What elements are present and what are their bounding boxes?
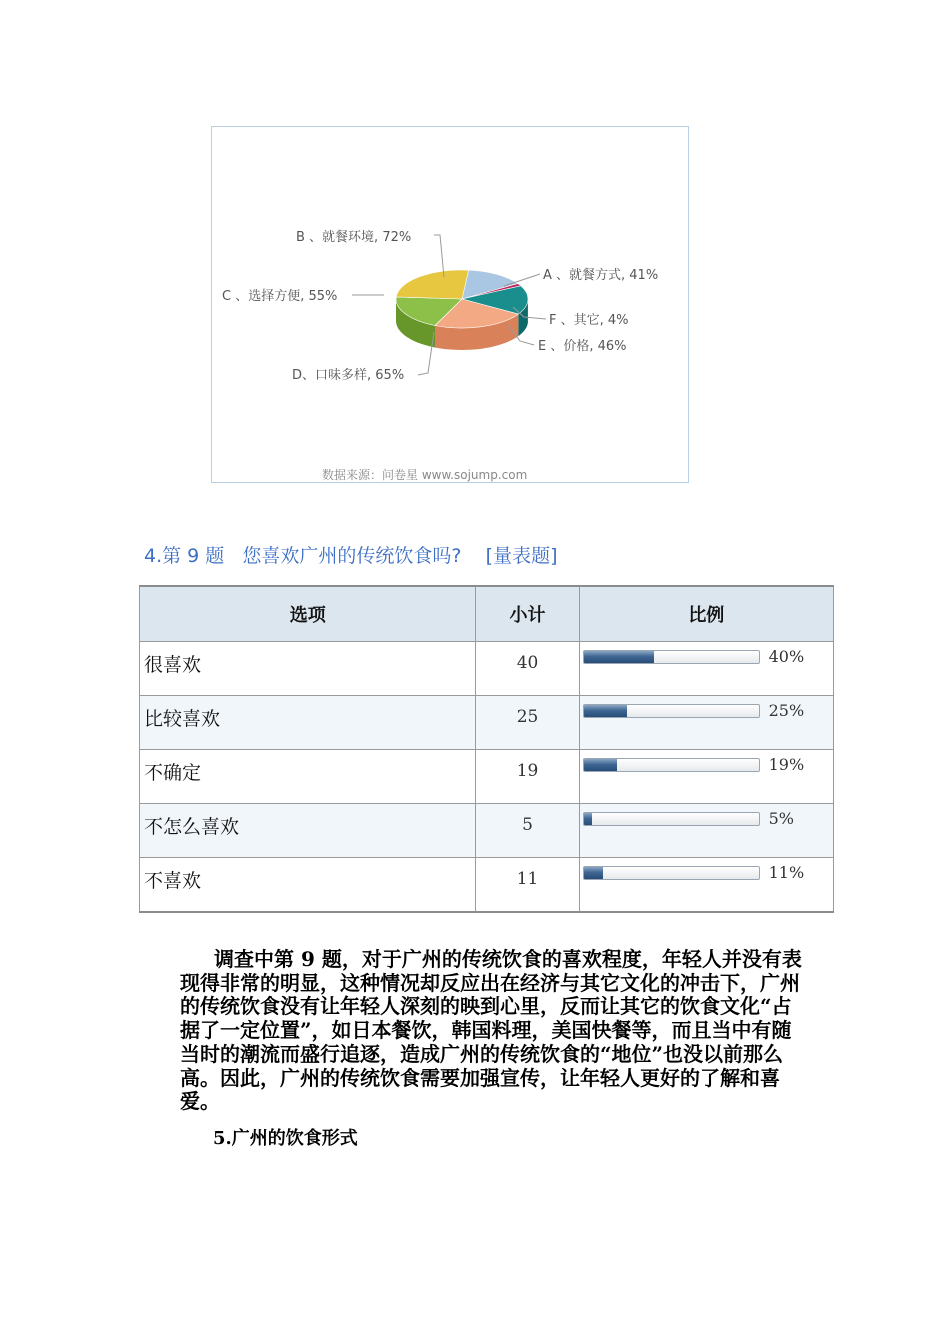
pie-chart-panel	[211, 126, 689, 483]
row-percent: 11%	[768, 863, 805, 882]
table-row	[140, 642, 834, 696]
progress-bar	[583, 704, 760, 718]
progress-bar	[583, 812, 760, 826]
section-heading-5: 5.广州的饮食形式	[213, 1128, 358, 1149]
chart-source: 数据来源：问卷星 www.sojump.com	[322, 468, 528, 482]
row-percent: 19%	[768, 755, 805, 774]
pie-label-D: D、口味多样, 65%	[292, 368, 405, 383]
header-count: 小计	[476, 586, 579, 642]
table-row	[140, 696, 834, 750]
pie-label-E: E 、价格, 46%	[538, 339, 627, 354]
question-heading: 4.第 9 题 您喜欢广州的传统饮食吗? [量表题]	[144, 545, 558, 567]
progress-fill	[584, 813, 593, 825]
table-row	[140, 804, 834, 858]
pie-chart	[212, 127, 690, 484]
row-count: 40	[516, 653, 539, 673]
pie-label-C: C 、选择方便, 55%	[222, 289, 338, 304]
analysis-paragraph: 调查中第 9 题，对于广州的传统饮食的喜欢程度，年轻人并没有表现得非常的明显，这种情况却反应出在经济与其它文化的冲击下，广州的传统饮食没有让年轻人深刻的映到心里，反而让其它的饮食文化“占据了一定位置”，如日本餐饮，韩国料理，美国快餐等，而且当中有随当时的潮流而盛行追逐，造成广州的传统饮食的“地位”也没以前那么高。因此，广州的传统饮食需要加强宣传，让年轻人更好的了解和喜爱。	[180, 947, 802, 1114]
row-count: 11	[516, 869, 539, 889]
progress-bar	[583, 758, 760, 772]
row-option: 比较喜欢	[144, 708, 221, 730]
row-option: 很喜欢	[144, 654, 202, 676]
row-percent: 25%	[768, 701, 805, 720]
pie-slice-5	[396, 270, 468, 299]
pie-label-F: F 、其它, 4%	[549, 313, 629, 328]
result-table	[139, 585, 834, 913]
pie-leader-line	[434, 235, 444, 277]
row-option: 不怎么喜欢	[144, 816, 240, 838]
progress-bar	[583, 650, 760, 664]
progress-fill	[584, 651, 654, 663]
progress-fill	[584, 867, 603, 879]
progress-bar	[583, 866, 760, 880]
header-option: 选项	[140, 586, 476, 642]
row-count: 19	[516, 761, 539, 781]
progress-fill	[584, 705, 628, 717]
table-row	[140, 858, 834, 913]
pie-label-B: B 、就餐环境, 72%	[296, 230, 412, 245]
row-option: 不确定	[144, 762, 202, 784]
progress-fill	[584, 759, 617, 771]
table-header-row	[140, 586, 834, 642]
pie-label-A: A 、就餐方式, 41%	[543, 268, 659, 283]
header-ratio: 比例	[579, 586, 833, 642]
row-count: 5	[522, 815, 533, 835]
row-percent: 5%	[768, 809, 795, 828]
row-percent: 40%	[768, 647, 805, 666]
row-option: 不喜欢	[144, 870, 202, 892]
table-row	[140, 750, 834, 804]
row-count: 25	[516, 707, 539, 727]
